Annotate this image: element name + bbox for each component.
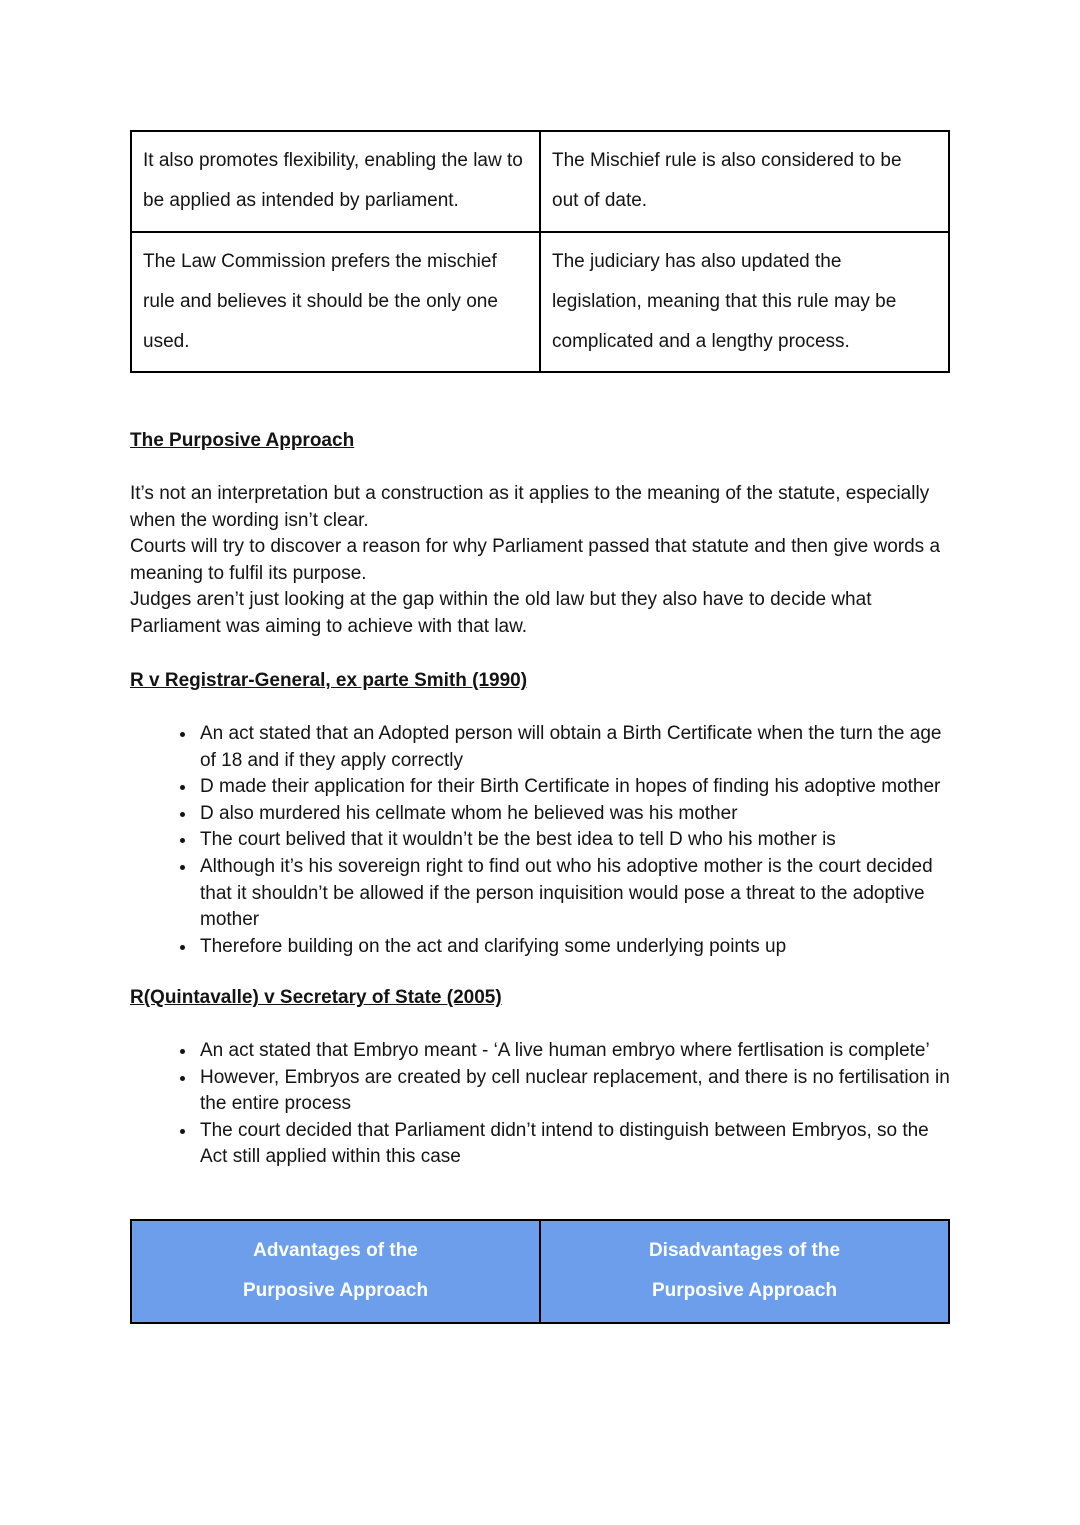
purposive-approach-heading: The Purposive Approach (130, 430, 355, 452)
table-row (131, 131, 949, 232)
list-item: • However, Embryos are created by cell nuclear replacement, and there is no fertilisation in the entire process (197, 1065, 950, 1118)
list-item: • D also murdered his cellmate whom he believed was his mother (197, 801, 950, 828)
paragraph: Judges aren’t just looking at the gap within the old law but they also have to decide what Parliament was aiming to achieve with that law. (130, 589, 872, 637)
list-item: • The court belived that it wouldn’t be the best idea to tell D who his mother is (197, 827, 950, 854)
purposive-table-section (130, 1219, 950, 1324)
purposive-approach-paragraphs (130, 481, 950, 641)
case-smith-bullet-list (130, 721, 950, 960)
mischief-disadvantage-cell: The Mischief rule is also considered to be out of date. (540, 131, 949, 232)
list-item: • Therefore building on the act and clarifying some underlying points up (197, 934, 950, 961)
header-line: Purposive Approach (242, 1280, 429, 1302)
list-item: • An act stated that Embryo meant - ‘A live human embryo where fertlisation is complete’ (197, 1038, 950, 1065)
list-item: • The court decided that Parliament didn’t intend to distinguish between Embryos, so the Act still applied within this case (197, 1118, 950, 1171)
document-content (130, 130, 950, 1324)
case-quintavalle-heading: R(Quintavalle) v Secretary of State (2005) (130, 987, 502, 1009)
paragraph: Courts will try to discover a reason for why Parliament passed that statute and then give words a meaning to fulfil its purpose. (130, 536, 941, 584)
purposive-approach-table (130, 1219, 950, 1324)
disadvantages-header-cell (540, 1220, 949, 1323)
table-row (131, 232, 949, 373)
table-header-row (131, 1220, 949, 1323)
header-line: Advantages of the (253, 1239, 418, 1261)
header-line: Purposive Approach (651, 1280, 838, 1302)
list-item: • D made their application for their Birth Certificate in hopes of finding his adoptive mother (197, 774, 950, 801)
list-item: • An act stated that an Adopted person will obtain a Birth Certificate when the turn the age of 18 and if they apply correctly (197, 721, 950, 774)
list-item: • Although it’s his sovereign right to find out who his adoptive mother is the court decided that it shouldn’t be allowed if the person inquisition would pose a threat to the adoptive mother (197, 854, 950, 934)
case-smith-heading: R v Registrar-General, ex parte Smith (1990) (130, 670, 528, 692)
mischief-advantage-cell: The Law Commission prefers the mischief rule and believes it should be the only one used. (131, 232, 540, 373)
paragraph: It’s not an interpretation but a construction as it applies to the meaning of the statute, especially when the wording isn’t clear. (130, 482, 930, 531)
case-quintavalle-bullet-list (130, 1038, 950, 1171)
mischief-disadvantage-cell: The judiciary has also updated the legislation, meaning that this rule may be complicated and a lengthy process. (540, 232, 949, 373)
advantages-header-cell (131, 1220, 540, 1323)
mischief-advantage-cell: It also promotes flexibility, enabling the law to be applied as intended by parliament. (131, 131, 540, 232)
mischief-rule-table (130, 130, 950, 373)
header-line: Disadvantages of the (648, 1239, 841, 1261)
